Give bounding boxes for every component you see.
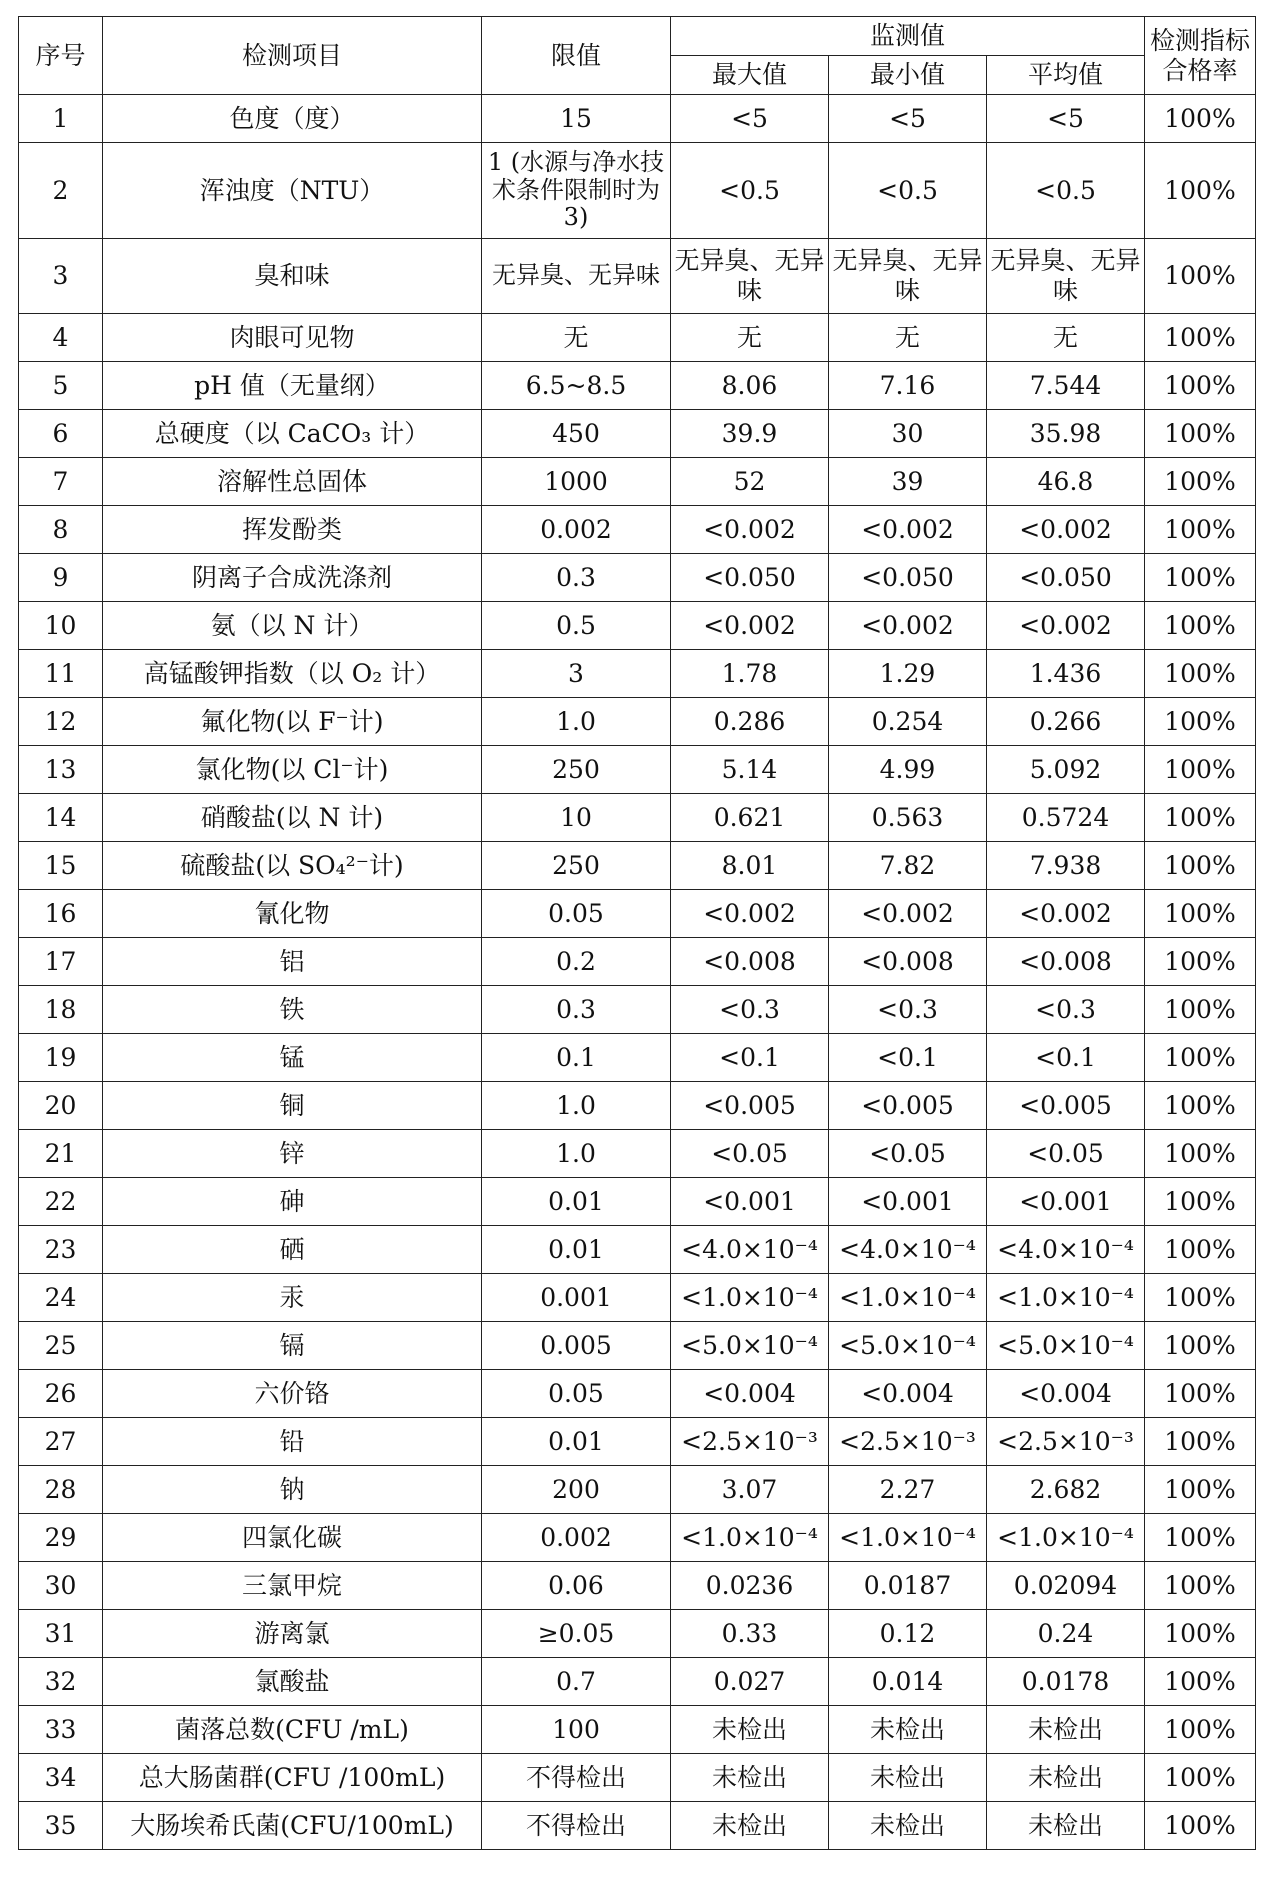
cell-max: 0.027 xyxy=(671,1658,829,1706)
cell-limit: 1000 xyxy=(482,458,671,506)
cell-limit: 1.0 xyxy=(482,698,671,746)
cell-limit: 15 xyxy=(482,95,671,143)
cell-item: 菌落总数(CFU /mL) xyxy=(103,1706,482,1754)
cell-pass: 100% xyxy=(1145,1466,1256,1514)
cell-limit: 不得检出 xyxy=(482,1802,671,1850)
cell-no: 20 xyxy=(19,1082,103,1130)
cell-pass: 100% xyxy=(1145,650,1256,698)
cell-avg: <0.1 xyxy=(987,1034,1145,1082)
cell-pass: 100% xyxy=(1145,1514,1256,1562)
cell-pass: 100% xyxy=(1145,143,1256,239)
cell-limit: 10 xyxy=(482,794,671,842)
table-row xyxy=(19,1082,1256,1130)
cell-pass: 100% xyxy=(1145,1610,1256,1658)
table-row xyxy=(19,842,1256,890)
cell-pass: 100% xyxy=(1145,1082,1256,1130)
cell-no: 14 xyxy=(19,794,103,842)
cell-min: <1.0×10⁻⁴ xyxy=(829,1514,987,1562)
cell-no: 25 xyxy=(19,1322,103,1370)
cell-min: <0.050 xyxy=(829,554,987,602)
cell-pass: 100% xyxy=(1145,602,1256,650)
cell-min: <0.1 xyxy=(829,1034,987,1082)
cell-no: 13 xyxy=(19,746,103,794)
cell-pass: 100% xyxy=(1145,1322,1256,1370)
cell-no: 5 xyxy=(19,362,103,410)
table-row xyxy=(19,1418,1256,1466)
cell-no: 21 xyxy=(19,1130,103,1178)
cell-no: 31 xyxy=(19,1610,103,1658)
cell-min: 未检出 xyxy=(829,1706,987,1754)
cell-max: 5.14 xyxy=(671,746,829,794)
cell-item: 硝酸盐(以 N 计) xyxy=(103,794,482,842)
cell-limit: 0.01 xyxy=(482,1178,671,1226)
cell-min: <4.0×10⁻⁴ xyxy=(829,1226,987,1274)
cell-min: <0.3 xyxy=(829,986,987,1034)
cell-min: <0.5 xyxy=(829,143,987,239)
cell-avg: <0.004 xyxy=(987,1370,1145,1418)
cell-avg: 无异臭、无异味 xyxy=(987,239,1145,314)
cell-min: 7.16 xyxy=(829,362,987,410)
cell-avg: <0.002 xyxy=(987,890,1145,938)
cell-no: 10 xyxy=(19,602,103,650)
cell-pass: 100% xyxy=(1145,362,1256,410)
cell-no: 33 xyxy=(19,1706,103,1754)
cell-max: <0.002 xyxy=(671,890,829,938)
table-row xyxy=(19,1322,1256,1370)
cell-item: 溶解性总固体 xyxy=(103,458,482,506)
cell-limit: 0.05 xyxy=(482,1370,671,1418)
cell-max: <5 xyxy=(671,95,829,143)
cell-avg: 0.5724 xyxy=(987,794,1145,842)
cell-max: <1.0×10⁻⁴ xyxy=(671,1274,829,1322)
cell-min: <0.002 xyxy=(829,602,987,650)
cell-avg: <0.008 xyxy=(987,938,1145,986)
cell-limit: 0.005 xyxy=(482,1322,671,1370)
cell-max: <0.5 xyxy=(671,143,829,239)
cell-item: 硫酸盐(以 SO₄²⁻计) xyxy=(103,842,482,890)
cell-max: 1.78 xyxy=(671,650,829,698)
cell-no: 1 xyxy=(19,95,103,143)
cell-min: <0.008 xyxy=(829,938,987,986)
cell-max: 52 xyxy=(671,458,829,506)
cell-no: 29 xyxy=(19,1514,103,1562)
cell-max: <0.3 xyxy=(671,986,829,1034)
cell-limit: 450 xyxy=(482,410,671,458)
table-row xyxy=(19,1802,1256,1850)
cell-pass: 100% xyxy=(1145,314,1256,362)
cell-pass: 100% xyxy=(1145,95,1256,143)
cell-min: 2.27 xyxy=(829,1466,987,1514)
cell-item: 色度（度） xyxy=(103,95,482,143)
cell-max: <0.001 xyxy=(671,1178,829,1226)
table-body xyxy=(19,95,1256,1850)
cell-avg: <0.05 xyxy=(987,1130,1145,1178)
water-quality-table xyxy=(18,16,1256,1850)
cell-max: 无异臭、无异味 xyxy=(671,239,829,314)
cell-max: <1.0×10⁻⁴ xyxy=(671,1514,829,1562)
table-row xyxy=(19,1466,1256,1514)
cell-no: 16 xyxy=(19,890,103,938)
cell-min: 0.014 xyxy=(829,1658,987,1706)
cell-max: 0.33 xyxy=(671,1610,829,1658)
cell-no: 19 xyxy=(19,1034,103,1082)
cell-avg: 0.0178 xyxy=(987,1658,1145,1706)
cell-no: 35 xyxy=(19,1802,103,1850)
cell-max: <0.050 xyxy=(671,554,829,602)
cell-no: 4 xyxy=(19,314,103,362)
cell-no: 3 xyxy=(19,239,103,314)
cell-pass: 100% xyxy=(1145,554,1256,602)
cell-min: <1.0×10⁻⁴ xyxy=(829,1274,987,1322)
cell-avg: 7.544 xyxy=(987,362,1145,410)
cell-pass: 100% xyxy=(1145,239,1256,314)
table-row xyxy=(19,1130,1256,1178)
cell-min: <0.002 xyxy=(829,890,987,938)
cell-limit: 0.002 xyxy=(482,1514,671,1562)
cell-max: <0.1 xyxy=(671,1034,829,1082)
cell-min: <0.004 xyxy=(829,1370,987,1418)
cell-item: 臭和味 xyxy=(103,239,482,314)
cell-avg: 0.02094 xyxy=(987,1562,1145,1610)
header-item: 检测项目 xyxy=(103,17,482,95)
cell-min: 未检出 xyxy=(829,1754,987,1802)
cell-limit: 0.01 xyxy=(482,1418,671,1466)
cell-item: 氰化物 xyxy=(103,890,482,938)
header-no: 序号 xyxy=(19,17,103,95)
cell-no: 12 xyxy=(19,698,103,746)
cell-item: 四氯化碳 xyxy=(103,1514,482,1562)
cell-item: 锰 xyxy=(103,1034,482,1082)
table-row xyxy=(19,698,1256,746)
cell-item: 大肠埃希氏菌(CFU/100mL) xyxy=(103,1802,482,1850)
cell-avg: 0.24 xyxy=(987,1610,1145,1658)
cell-pass: 100% xyxy=(1145,1418,1256,1466)
cell-no: 27 xyxy=(19,1418,103,1466)
table-row xyxy=(19,95,1256,143)
cell-avg: 5.092 xyxy=(987,746,1145,794)
table-row xyxy=(19,1562,1256,1610)
cell-max: 0.0236 xyxy=(671,1562,829,1610)
cell-avg: <0.002 xyxy=(987,602,1145,650)
cell-pass: 100% xyxy=(1145,938,1256,986)
cell-min: <5.0×10⁻⁴ xyxy=(829,1322,987,1370)
cell-avg: <5.0×10⁻⁴ xyxy=(987,1322,1145,1370)
cell-avg: 1.436 xyxy=(987,650,1145,698)
cell-no: 24 xyxy=(19,1274,103,1322)
cell-no: 18 xyxy=(19,986,103,1034)
cell-limit: 1.0 xyxy=(482,1130,671,1178)
cell-avg: <2.5×10⁻³ xyxy=(987,1418,1145,1466)
header-pass: 检测指标合格率 xyxy=(1145,17,1256,95)
cell-min: 30 xyxy=(829,410,987,458)
header-min: 最小值 xyxy=(829,56,987,95)
cell-no: 9 xyxy=(19,554,103,602)
cell-pass: 100% xyxy=(1145,1370,1256,1418)
cell-avg: 未检出 xyxy=(987,1706,1145,1754)
cell-min: 7.82 xyxy=(829,842,987,890)
cell-min: 0.254 xyxy=(829,698,987,746)
cell-item: 总大肠菌群(CFU /100mL) xyxy=(103,1754,482,1802)
cell-pass: 100% xyxy=(1145,698,1256,746)
cell-max: <4.0×10⁻⁴ xyxy=(671,1226,829,1274)
table-row xyxy=(19,794,1256,842)
table-row xyxy=(19,1610,1256,1658)
cell-limit: 0.1 xyxy=(482,1034,671,1082)
table-row xyxy=(19,1754,1256,1802)
cell-item: 硒 xyxy=(103,1226,482,1274)
cell-avg: <0.001 xyxy=(987,1178,1145,1226)
cell-avg: <1.0×10⁻⁴ xyxy=(987,1274,1145,1322)
cell-no: 32 xyxy=(19,1658,103,1706)
cell-min: <0.005 xyxy=(829,1082,987,1130)
cell-item: 钠 xyxy=(103,1466,482,1514)
cell-min: 1.29 xyxy=(829,650,987,698)
cell-max: <0.002 xyxy=(671,602,829,650)
cell-avg: 35.98 xyxy=(987,410,1145,458)
cell-pass: 100% xyxy=(1145,506,1256,554)
cell-max: 0.621 xyxy=(671,794,829,842)
header-max: 最大值 xyxy=(671,56,829,95)
cell-avg: <1.0×10⁻⁴ xyxy=(987,1514,1145,1562)
cell-no: 7 xyxy=(19,458,103,506)
cell-max: 未检出 xyxy=(671,1802,829,1850)
cell-item: 浑浊度（NTU） xyxy=(103,143,482,239)
cell-max: <0.002 xyxy=(671,506,829,554)
table-row xyxy=(19,986,1256,1034)
table-row xyxy=(19,746,1256,794)
table-row xyxy=(19,506,1256,554)
table-row xyxy=(19,239,1256,314)
cell-avg: <0.002 xyxy=(987,506,1145,554)
cell-max: 3.07 xyxy=(671,1466,829,1514)
cell-avg: 7.938 xyxy=(987,842,1145,890)
cell-min: <2.5×10⁻³ xyxy=(829,1418,987,1466)
cell-max: <0.008 xyxy=(671,938,829,986)
cell-pass: 100% xyxy=(1145,458,1256,506)
cell-max: 未检出 xyxy=(671,1754,829,1802)
cell-min: <0.002 xyxy=(829,506,987,554)
cell-min: 无异臭、无异味 xyxy=(829,239,987,314)
cell-pass: 100% xyxy=(1145,1274,1256,1322)
table-row xyxy=(19,143,1256,239)
cell-item: 三氯甲烷 xyxy=(103,1562,482,1610)
cell-pass: 100% xyxy=(1145,1658,1256,1706)
header-limit: 限值 xyxy=(482,17,671,95)
table-row xyxy=(19,890,1256,938)
cell-limit: 不得检出 xyxy=(482,1754,671,1802)
cell-item: 汞 xyxy=(103,1274,482,1322)
cell-no: 6 xyxy=(19,410,103,458)
cell-limit: 250 xyxy=(482,746,671,794)
cell-no: 11 xyxy=(19,650,103,698)
cell-max: <0.05 xyxy=(671,1130,829,1178)
cell-pass: 100% xyxy=(1145,1130,1256,1178)
cell-item: 氟化物(以 F⁻计) xyxy=(103,698,482,746)
cell-max: 8.01 xyxy=(671,842,829,890)
cell-limit: 250 xyxy=(482,842,671,890)
cell-limit: 0.7 xyxy=(482,1658,671,1706)
table-header xyxy=(19,17,1256,95)
cell-min: 0.0187 xyxy=(829,1562,987,1610)
cell-limit: ≥0.05 xyxy=(482,1610,671,1658)
cell-item: 肉眼可见物 xyxy=(103,314,482,362)
cell-min: 0.12 xyxy=(829,1610,987,1658)
cell-item: 氨（以 N 计） xyxy=(103,602,482,650)
cell-avg: <0.005 xyxy=(987,1082,1145,1130)
table-row xyxy=(19,1226,1256,1274)
cell-item: 镉 xyxy=(103,1322,482,1370)
cell-item: 挥发酚类 xyxy=(103,506,482,554)
table-row xyxy=(19,1034,1256,1082)
cell-min: <5 xyxy=(829,95,987,143)
cell-limit: 0.05 xyxy=(482,890,671,938)
cell-limit: 1.0 xyxy=(482,1082,671,1130)
header-avg: 平均值 xyxy=(987,56,1145,95)
cell-no: 23 xyxy=(19,1226,103,1274)
table-row xyxy=(19,410,1256,458)
cell-max: <5.0×10⁻⁴ xyxy=(671,1322,829,1370)
cell-avg: 2.682 xyxy=(987,1466,1145,1514)
cell-item: 铜 xyxy=(103,1082,482,1130)
cell-avg: 未检出 xyxy=(987,1802,1145,1850)
cell-no: 26 xyxy=(19,1370,103,1418)
cell-pass: 100% xyxy=(1145,746,1256,794)
cell-item: 六价铬 xyxy=(103,1370,482,1418)
cell-min: 无 xyxy=(829,314,987,362)
cell-limit: 100 xyxy=(482,1706,671,1754)
cell-item: 砷 xyxy=(103,1178,482,1226)
cell-min: 未检出 xyxy=(829,1802,987,1850)
cell-limit: 0.3 xyxy=(482,986,671,1034)
cell-pass: 100% xyxy=(1145,1754,1256,1802)
cell-item: 阴离子合成洗涤剂 xyxy=(103,554,482,602)
cell-no: 34 xyxy=(19,1754,103,1802)
table-row xyxy=(19,650,1256,698)
cell-item: 游离氯 xyxy=(103,1610,482,1658)
cell-limit: 无 xyxy=(482,314,671,362)
cell-max: 0.286 xyxy=(671,698,829,746)
cell-avg: 0.266 xyxy=(987,698,1145,746)
table-row xyxy=(19,458,1256,506)
cell-limit: 0.01 xyxy=(482,1226,671,1274)
cell-no: 2 xyxy=(19,143,103,239)
cell-limit: 1 (水源与净水技术条件限制时为 3) xyxy=(482,143,671,239)
cell-pass: 100% xyxy=(1145,1562,1256,1610)
table-row xyxy=(19,938,1256,986)
cell-limit: 3 xyxy=(482,650,671,698)
cell-no: 30 xyxy=(19,1562,103,1610)
table-row xyxy=(19,602,1256,650)
cell-item: 总硬度（以 CaCO₃ 计） xyxy=(103,410,482,458)
cell-min: <0.001 xyxy=(829,1178,987,1226)
cell-item: 高锰酸钾指数（以 O₂ 计） xyxy=(103,650,482,698)
cell-item: 铝 xyxy=(103,938,482,986)
table-row xyxy=(19,362,1256,410)
table-row xyxy=(19,1274,1256,1322)
cell-max: 无 xyxy=(671,314,829,362)
cell-item: 氯酸盐 xyxy=(103,1658,482,1706)
cell-no: 8 xyxy=(19,506,103,554)
cell-pass: 100% xyxy=(1145,986,1256,1034)
cell-pass: 100% xyxy=(1145,1034,1256,1082)
cell-avg: <5 xyxy=(987,95,1145,143)
cell-avg: <0.050 xyxy=(987,554,1145,602)
cell-limit: 0.002 xyxy=(482,506,671,554)
cell-limit: 0.06 xyxy=(482,1562,671,1610)
cell-no: 28 xyxy=(19,1466,103,1514)
cell-avg: 未检出 xyxy=(987,1754,1145,1802)
cell-max: <0.004 xyxy=(671,1370,829,1418)
cell-max: <2.5×10⁻³ xyxy=(671,1418,829,1466)
cell-pass: 100% xyxy=(1145,1178,1256,1226)
table-row xyxy=(19,1178,1256,1226)
table-row xyxy=(19,554,1256,602)
cell-min: <0.05 xyxy=(829,1130,987,1178)
cell-avg: 46.8 xyxy=(987,458,1145,506)
cell-avg: 无 xyxy=(987,314,1145,362)
cell-avg: <4.0×10⁻⁴ xyxy=(987,1226,1145,1274)
cell-limit: 6.5~8.5 xyxy=(482,362,671,410)
cell-pass: 100% xyxy=(1145,1706,1256,1754)
cell-max: <0.005 xyxy=(671,1082,829,1130)
cell-pass: 100% xyxy=(1145,410,1256,458)
cell-item: 氯化物(以 Cl⁻计) xyxy=(103,746,482,794)
cell-pass: 100% xyxy=(1145,794,1256,842)
cell-avg: <0.5 xyxy=(987,143,1145,239)
header-monitor: 监测值 xyxy=(671,17,1145,56)
cell-min: 4.99 xyxy=(829,746,987,794)
cell-no: 22 xyxy=(19,1178,103,1226)
cell-pass: 100% xyxy=(1145,842,1256,890)
cell-limit: 200 xyxy=(482,1466,671,1514)
cell-pass: 100% xyxy=(1145,1226,1256,1274)
table-row xyxy=(19,1370,1256,1418)
cell-no: 17 xyxy=(19,938,103,986)
cell-max: 8.06 xyxy=(671,362,829,410)
cell-min: 0.563 xyxy=(829,794,987,842)
cell-item: 铅 xyxy=(103,1418,482,1466)
cell-limit: 0.5 xyxy=(482,602,671,650)
cell-item: pH 值（无量纲） xyxy=(103,362,482,410)
cell-avg: <0.3 xyxy=(987,986,1145,1034)
cell-limit: 0.2 xyxy=(482,938,671,986)
cell-item: 锌 xyxy=(103,1130,482,1178)
cell-no: 15 xyxy=(19,842,103,890)
cell-limit: 0.3 xyxy=(482,554,671,602)
table-row xyxy=(19,1658,1256,1706)
table-row xyxy=(19,314,1256,362)
cell-max: 39.9 xyxy=(671,410,829,458)
cell-min: 39 xyxy=(829,458,987,506)
cell-pass: 100% xyxy=(1145,1802,1256,1850)
cell-limit: 无异臭、无异味 xyxy=(482,239,671,314)
cell-item: 铁 xyxy=(103,986,482,1034)
table-row xyxy=(19,1514,1256,1562)
table-row xyxy=(19,1706,1256,1754)
cell-pass: 100% xyxy=(1145,890,1256,938)
cell-limit: 0.001 xyxy=(482,1274,671,1322)
cell-max: 未检出 xyxy=(671,1706,829,1754)
